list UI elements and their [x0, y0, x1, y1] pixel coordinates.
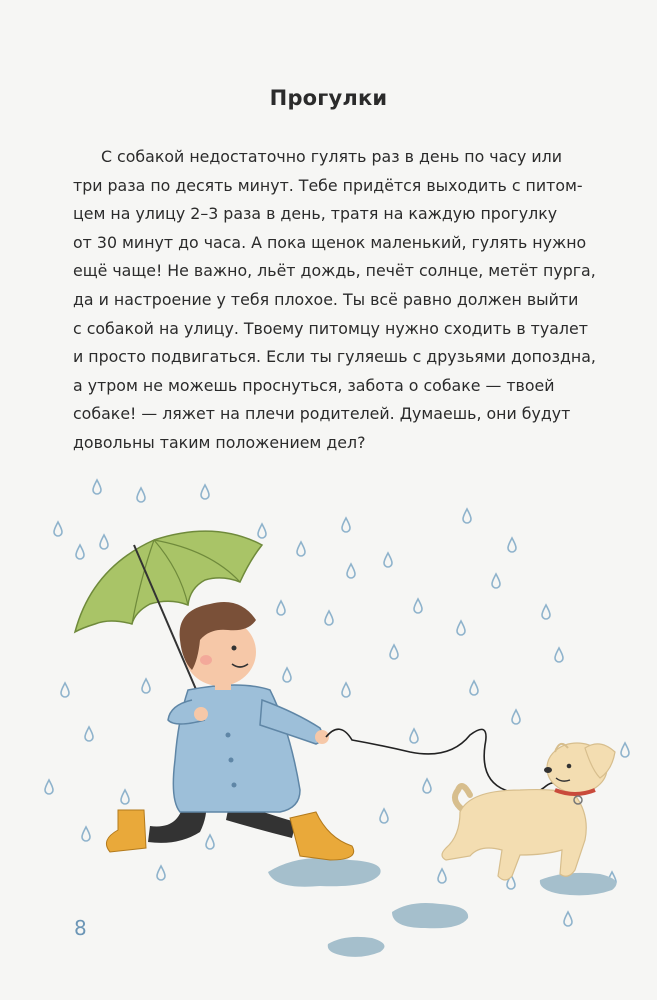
text-line: три раза по десять минут. Тебе придётся выходить с питом- — [73, 175, 583, 195]
text-line: довольны таким положением дел? — [73, 432, 366, 452]
text-line: а утром не можешь проснуться, забота о собаке — твоей — [73, 375, 555, 395]
text-line: собаке! — ляжет на плечи родителей. Думаешь, они будут — [73, 404, 571, 424]
text-line: С собакой недостаточно гулять раз в день по часу или — [101, 147, 562, 166]
page-number: 8 — [74, 916, 87, 940]
text-line: от 30 минут до часа. А пока щенок маленький, гулять нужно — [73, 232, 587, 252]
dog-icon — [442, 743, 615, 880]
text-line: и просто подвигаться. Если ты гуляешь с друзьями допоздна, — [73, 347, 596, 367]
text-line: с собакой на улицу. Твоему питомцу нужно сходить в туалет — [73, 318, 588, 338]
page-title: Прогулки — [269, 86, 388, 110]
text-line: ещё чаще! Не важно, льёт дождь, печёт солнце, метёт пурга, — [73, 261, 596, 281]
body-paragraph — [73, 143, 596, 458]
text-line: цем на улицу 2–3 раза в день, тратя на каждую прогулку — [73, 204, 558, 224]
boy-icon — [106, 602, 353, 860]
text-line: да и настроение у тебя плохое. Ты всё равно должен выйти — [73, 289, 579, 309]
rainy-walk-illustration — [0, 470, 657, 970]
